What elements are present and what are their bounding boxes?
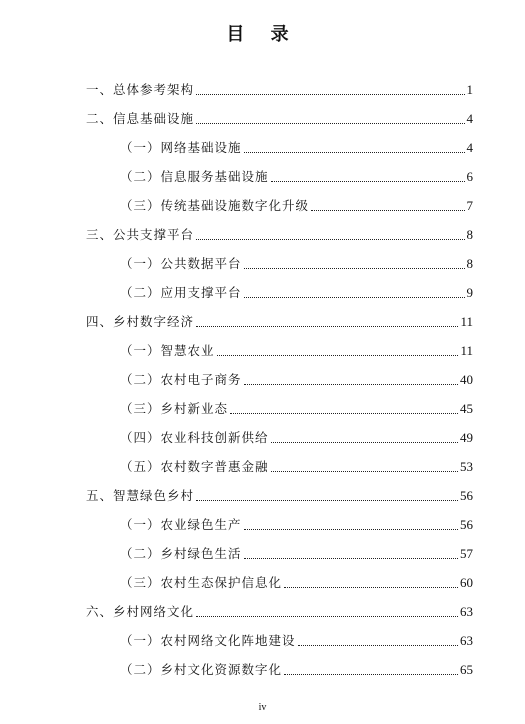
toc-entry-label: （一）网络基础设施 [120, 140, 242, 155]
toc-entry-label: （二）信息服务基础设施 [120, 169, 269, 184]
toc-entry-page: 7 [466, 198, 473, 213]
toc-entry[interactable] [120, 662, 473, 678]
toc-entry-page: 57 [460, 546, 473, 561]
dot-leader [196, 325, 458, 327]
dot-leader [196, 238, 464, 240]
toc-entry-label: （一）农村网络文化阵地建设 [120, 633, 296, 648]
dot-leader [196, 499, 458, 501]
toc-entry[interactable] [120, 430, 473, 446]
toc-entry[interactable] [120, 256, 473, 272]
toc-entry[interactable] [120, 546, 473, 562]
toc-entry-label: （三）乡村新业态 [120, 401, 229, 416]
toc-entry-label: （一）农业绿色生产 [120, 517, 242, 532]
dot-leader [271, 470, 458, 472]
toc-entry-page: 49 [460, 430, 473, 445]
toc-entry-label: （二）乡村绿色生活 [120, 546, 242, 561]
toc-entry[interactable] [120, 140, 473, 156]
dot-leader [284, 586, 458, 588]
toc-entry-page: 40 [460, 372, 473, 387]
toc-entry-label: （四）农业科技创新供给 [120, 430, 269, 445]
toc-entry-label: （一）公共数据平台 [120, 256, 242, 271]
dot-leader [244, 528, 458, 530]
toc-entry-label: 二、信息基础设施 [86, 111, 195, 126]
toc-entry-page: 1 [466, 82, 473, 97]
toc-entry-page: 63 [460, 604, 473, 619]
toc-entry-page: 4 [466, 111, 473, 126]
toc-entry-page: 53 [460, 459, 473, 474]
toc-entry[interactable] [120, 401, 473, 417]
toc-entry-page: 6 [466, 169, 473, 184]
toc-entry-label: （二）农村电子商务 [120, 372, 242, 387]
toc-entry[interactable] [86, 227, 473, 243]
dot-leader [230, 412, 458, 414]
toc-entry-page: 4 [466, 140, 473, 155]
toc-entry[interactable] [120, 198, 473, 214]
dot-leader [196, 615, 458, 617]
toc-entry[interactable] [86, 111, 473, 127]
dot-leader [196, 122, 464, 124]
toc-entry[interactable] [120, 343, 473, 359]
toc-entry-label: 一、总体参考架构 [86, 82, 195, 97]
toc-entry-page: 11 [460, 343, 473, 358]
toc-entry-page: 65 [460, 662, 473, 677]
dot-leader [298, 644, 458, 646]
dot-leader [284, 673, 458, 675]
toc-entry-label: （二）乡村文化资源数字化 [120, 662, 283, 677]
toc-entry-page: 63 [460, 633, 473, 648]
toc-entry[interactable] [86, 82, 473, 98]
dot-leader [271, 441, 458, 443]
toc-entry-page: 60 [460, 575, 473, 590]
dot-leader [244, 557, 458, 559]
toc-entry[interactable] [86, 314, 473, 330]
dot-leader [311, 209, 464, 211]
toc-entry[interactable] [120, 459, 473, 475]
toc-entry-label: 四、乡村数字经济 [86, 314, 195, 329]
toc-entry-page: 56 [460, 488, 473, 503]
toc-entry-page: 45 [460, 401, 473, 416]
toc-entry[interactable] [120, 575, 473, 591]
dot-leader [244, 267, 465, 269]
toc-entry-label: （三）传统基础设施数字化升级 [120, 198, 310, 213]
toc-entry[interactable] [120, 517, 473, 533]
toc-entry-label: 五、智慧绿色乡村 [86, 488, 195, 503]
toc-entry[interactable] [120, 285, 473, 301]
toc-entry-page: 8 [466, 227, 473, 242]
toc-title: 目 录 [226, 24, 299, 45]
dot-leader [244, 296, 465, 298]
toc-entry-label: （一）智慧农业 [120, 343, 215, 358]
dot-leader [244, 151, 465, 153]
dot-leader [271, 180, 465, 182]
toc-entry-label: （三）农村生态保护信息化 [120, 575, 283, 590]
toc-entry-page: 11 [460, 314, 473, 329]
page-number-footer: iv [258, 702, 267, 713]
toc-entry-label: 三、公共支撑平台 [86, 227, 195, 242]
toc-entry[interactable] [120, 372, 473, 388]
toc-entry-page: 56 [460, 517, 473, 532]
toc-entry-page: 9 [466, 285, 473, 300]
toc-entry[interactable] [86, 604, 473, 620]
toc-entry-label: 六、乡村网络文化 [86, 604, 195, 619]
toc-entry[interactable] [120, 169, 473, 185]
dot-leader [244, 383, 458, 385]
toc-entry-label: （二）应用支撑平台 [120, 285, 242, 300]
toc-entry-label: （五）农村数字普惠金融 [120, 459, 269, 474]
toc-entry[interactable] [86, 488, 473, 504]
toc-entry[interactable] [120, 633, 473, 649]
toc-entry-page: 8 [466, 256, 473, 271]
dot-leader [217, 354, 459, 356]
dot-leader [196, 93, 464, 95]
